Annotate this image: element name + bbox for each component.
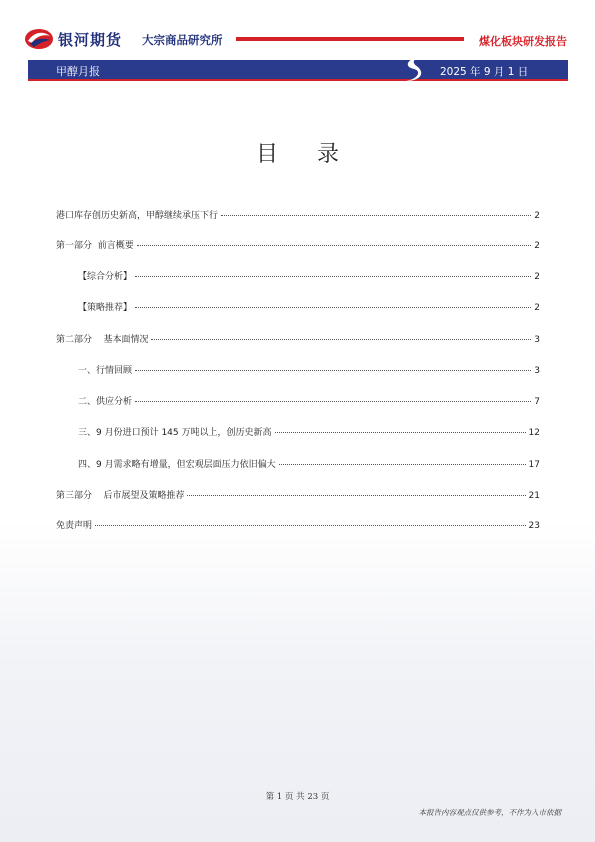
toc-leader bbox=[135, 307, 531, 308]
toc-leader bbox=[151, 339, 531, 340]
toc-leader bbox=[135, 401, 531, 402]
toc-entry-text: 第三部分 后市展望及策略推荐 bbox=[56, 491, 185, 501]
toc-entry-text: 港口库存创历史新高，甲醇继续承压下行 bbox=[56, 211, 219, 221]
toc-title bbox=[0, 137, 595, 168]
report-type: 甲醇月报 bbox=[56, 65, 100, 78]
report-date: 2025 年 9 月 1 日 bbox=[440, 66, 529, 78]
toc-leader bbox=[279, 464, 526, 465]
toc-entry-page: 21 bbox=[528, 491, 540, 501]
brand-name: 银河期货 bbox=[58, 31, 123, 49]
toc-entry-text: 四、9 月需求略有增量，但宏观层面压力依旧偏大 bbox=[78, 460, 276, 470]
toc-entry-page: 2 bbox=[534, 241, 540, 251]
toc-entry[interactable] bbox=[78, 300, 540, 314]
toc-entry-text: 第一部分 前言概要 bbox=[56, 241, 134, 251]
toc-entry[interactable] bbox=[56, 488, 540, 502]
toc-entry[interactable] bbox=[78, 394, 540, 408]
toc-entry[interactable] bbox=[56, 332, 540, 346]
swoosh-icon bbox=[400, 55, 428, 83]
toc-entry-page: 23 bbox=[528, 521, 540, 531]
footer-disclaimer: 本报告内容观点仅供参考，不作为入市依据 bbox=[418, 808, 561, 817]
title-band-underline bbox=[28, 79, 568, 81]
header-divider bbox=[236, 37, 464, 41]
toc-entry-text: 【策略推荐】 bbox=[78, 303, 133, 313]
institute-name: 大宗商品研究所 bbox=[142, 33, 223, 47]
report-sector: 煤化板块研发报告 bbox=[479, 35, 567, 48]
toc-entry-page: 2 bbox=[534, 303, 540, 313]
toc-leader bbox=[135, 276, 531, 277]
toc-entry-text: 【综合分析】 bbox=[78, 272, 133, 282]
toc-entry-text: 二、供应分析 bbox=[78, 397, 133, 407]
toc-entry-text: 一、行情回顾 bbox=[78, 366, 133, 376]
toc-entry-page: 3 bbox=[534, 335, 540, 345]
toc-entry-page: 2 bbox=[534, 272, 540, 282]
toc-entry[interactable] bbox=[78, 363, 540, 377]
toc-entry[interactable] bbox=[56, 238, 540, 252]
toc-leader bbox=[187, 495, 525, 496]
galaxy-logo-icon bbox=[24, 28, 54, 50]
toc-leader bbox=[275, 432, 526, 433]
toc-entry-text: 三、9 月份进口预计 145 万吨以上，创历史新高 bbox=[78, 428, 272, 438]
toc-entry-page: 12 bbox=[528, 428, 540, 438]
toc-leader bbox=[95, 525, 526, 526]
toc-entry-text: 第二部分 基本面情况 bbox=[56, 335, 149, 345]
toc-leader bbox=[135, 370, 531, 371]
toc-entry[interactable] bbox=[78, 425, 540, 439]
toc-entry-page: 17 bbox=[528, 460, 540, 470]
toc-leader bbox=[221, 215, 531, 216]
toc-entry-text: 免责声明 bbox=[56, 521, 93, 531]
toc-entry-page: 2 bbox=[534, 211, 540, 221]
toc-entry-page: 3 bbox=[534, 366, 540, 376]
toc-title-text: 目 录 bbox=[256, 142, 355, 167]
page-indicator: 第 1 页 共 23 页 bbox=[265, 792, 330, 802]
toc-entry-page: 7 bbox=[534, 397, 540, 407]
toc-entry[interactable] bbox=[78, 457, 540, 471]
toc-entry[interactable] bbox=[56, 518, 540, 532]
toc-entry[interactable] bbox=[78, 269, 540, 283]
toc-entry[interactable] bbox=[56, 208, 540, 222]
toc-leader bbox=[137, 245, 531, 246]
